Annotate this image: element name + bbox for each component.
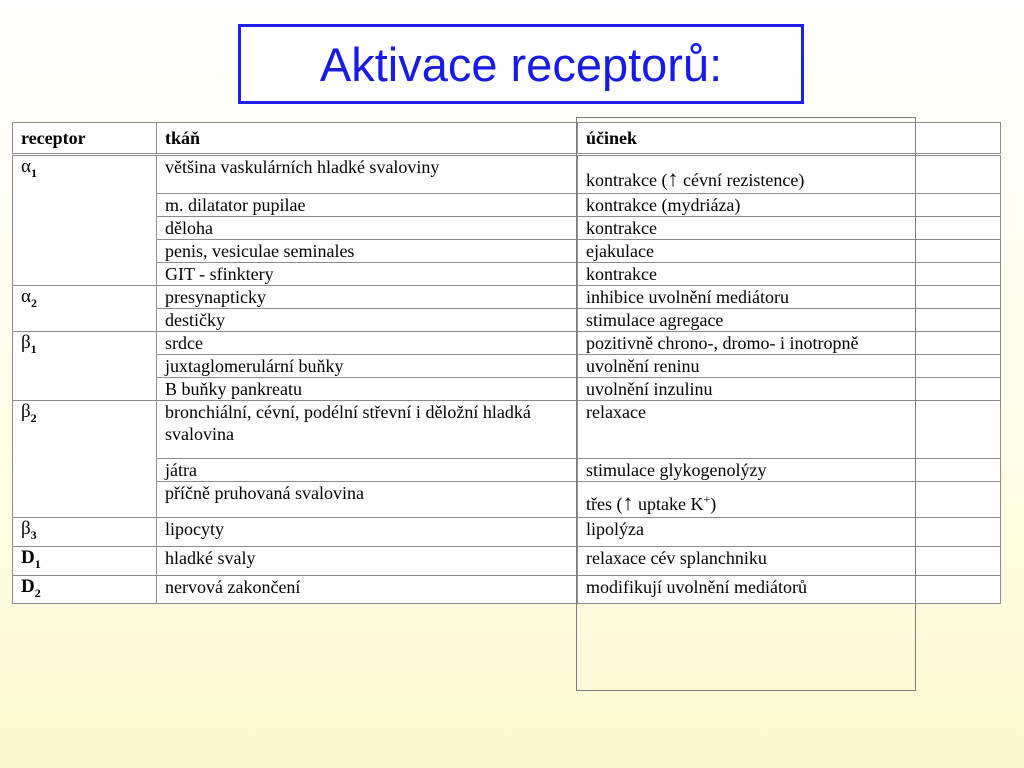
effect-cell: lipolýza (578, 518, 1001, 547)
tissue-cell: srdce (157, 332, 578, 355)
receptor-cell (13, 286, 157, 332)
tissue-cell: lipocyty (157, 518, 578, 547)
receptor-subscript: 1 (30, 341, 37, 356)
header-effect: účinek (578, 123, 1001, 155)
title-box (238, 24, 804, 104)
tissue-cell: penis, vesiculae seminales (157, 240, 578, 263)
slide-title: Aktivace receptorů: (319, 37, 723, 91)
effect-cell: kontrakce (578, 263, 1001, 286)
receptor-subscript: 2 (30, 295, 37, 310)
effect-text: třes ( (586, 494, 623, 514)
receptor-subscript: 1 (30, 165, 37, 180)
tissue-cell: játra (157, 459, 578, 482)
receptor-subscript: 1 (34, 556, 41, 571)
receptor-symbol: β (21, 332, 31, 353)
tissue-cell: příčně pruhovaná svalovina (157, 482, 578, 518)
ion-charge-superscript: + (703, 492, 711, 506)
tissue-cell: hladké svaly (157, 546, 578, 575)
tissue-cell: GIT - sfinktery (157, 263, 578, 286)
table-header-row (13, 123, 1001, 155)
receptor-subscript: 3 (30, 527, 37, 542)
table-row (13, 286, 1001, 309)
effect-cell: uvolnění inzulinu (578, 378, 1001, 401)
tissue-cell: m. dilatator pupilae (157, 194, 578, 217)
table-row (13, 575, 1001, 604)
effect-cell: uvolnění reninu (578, 355, 1001, 378)
table-row (13, 155, 1001, 194)
effect-text: uptake K (633, 494, 704, 514)
table-row (13, 263, 1001, 286)
receptor-table (12, 122, 1001, 604)
receptor-symbol: β (21, 401, 31, 422)
receptor-symbol: α (21, 156, 31, 177)
receptor-symbol: D (21, 546, 35, 568)
table-row (13, 401, 1001, 459)
header-tissue: tkáň (157, 123, 578, 155)
table-row (13, 546, 1001, 575)
effect-text: kontrakce ( (586, 170, 668, 190)
up-arrow-icon: ↑ (667, 166, 679, 191)
receptor-cell (13, 155, 157, 286)
effect-cell: ejakulace (578, 240, 1001, 263)
receptor-symbol: D (21, 575, 35, 597)
table-row (13, 217, 1001, 240)
receptor-subscript: 2 (34, 585, 41, 600)
effect-cell: kontrakce (mydriáza) (578, 194, 1001, 217)
header-receptor: receptor (13, 123, 157, 155)
effect-cell: modifikují uvolnění mediátorů (578, 575, 1001, 604)
tissue-cell: juxtaglomerulární buňky (157, 355, 578, 378)
receptor-symbol: β (21, 518, 31, 539)
receptor-cell (13, 401, 157, 518)
effect-text: cévní rezistence) (678, 170, 805, 190)
tissue-cell: destičky (157, 309, 578, 332)
table-row (13, 518, 1001, 547)
table-row (13, 309, 1001, 332)
tissue-cell: bronchiální, cévní, podélní střevní i děložní hladká svalovina (157, 401, 578, 459)
table-row (13, 459, 1001, 482)
tissue-cell: většina vaskulárních hladké svaloviny (157, 155, 578, 194)
tissue-cell: nervová zakončení (157, 575, 578, 604)
effect-cell (578, 482, 1001, 518)
effect-cell: inhibice uvolnění mediátoru (578, 286, 1001, 309)
receptor-symbol: α (21, 286, 31, 307)
up-arrow-icon: ↑ (622, 490, 634, 515)
tissue-cell: děloha (157, 217, 578, 240)
table-row (13, 332, 1001, 355)
receptor-cell (13, 332, 157, 401)
table-row (13, 482, 1001, 518)
effect-cell (578, 155, 1001, 194)
effect-text: ) (710, 494, 717, 514)
table-row (13, 355, 1001, 378)
receptor-cell (13, 575, 157, 604)
table-row (13, 194, 1001, 217)
receptor-subscript: 2 (30, 410, 37, 425)
receptor-cell (13, 518, 157, 547)
effect-cell: stimulace glykogenolýzy (578, 459, 1001, 482)
table-row (13, 240, 1001, 263)
effect-cell: relaxace cév splanchniku (578, 546, 1001, 575)
effect-cell: pozitivně chrono-, dromo- i inotropně (578, 332, 1001, 355)
effect-cell: kontrakce (578, 217, 1001, 240)
tissue-cell: B buňky pankreatu (157, 378, 578, 401)
tissue-cell: presynapticky (157, 286, 578, 309)
receptor-cell (13, 546, 157, 575)
table-row (13, 378, 1001, 401)
effect-cell: relaxace (578, 401, 1001, 459)
effect-cell: stimulace agregace (578, 309, 1001, 332)
